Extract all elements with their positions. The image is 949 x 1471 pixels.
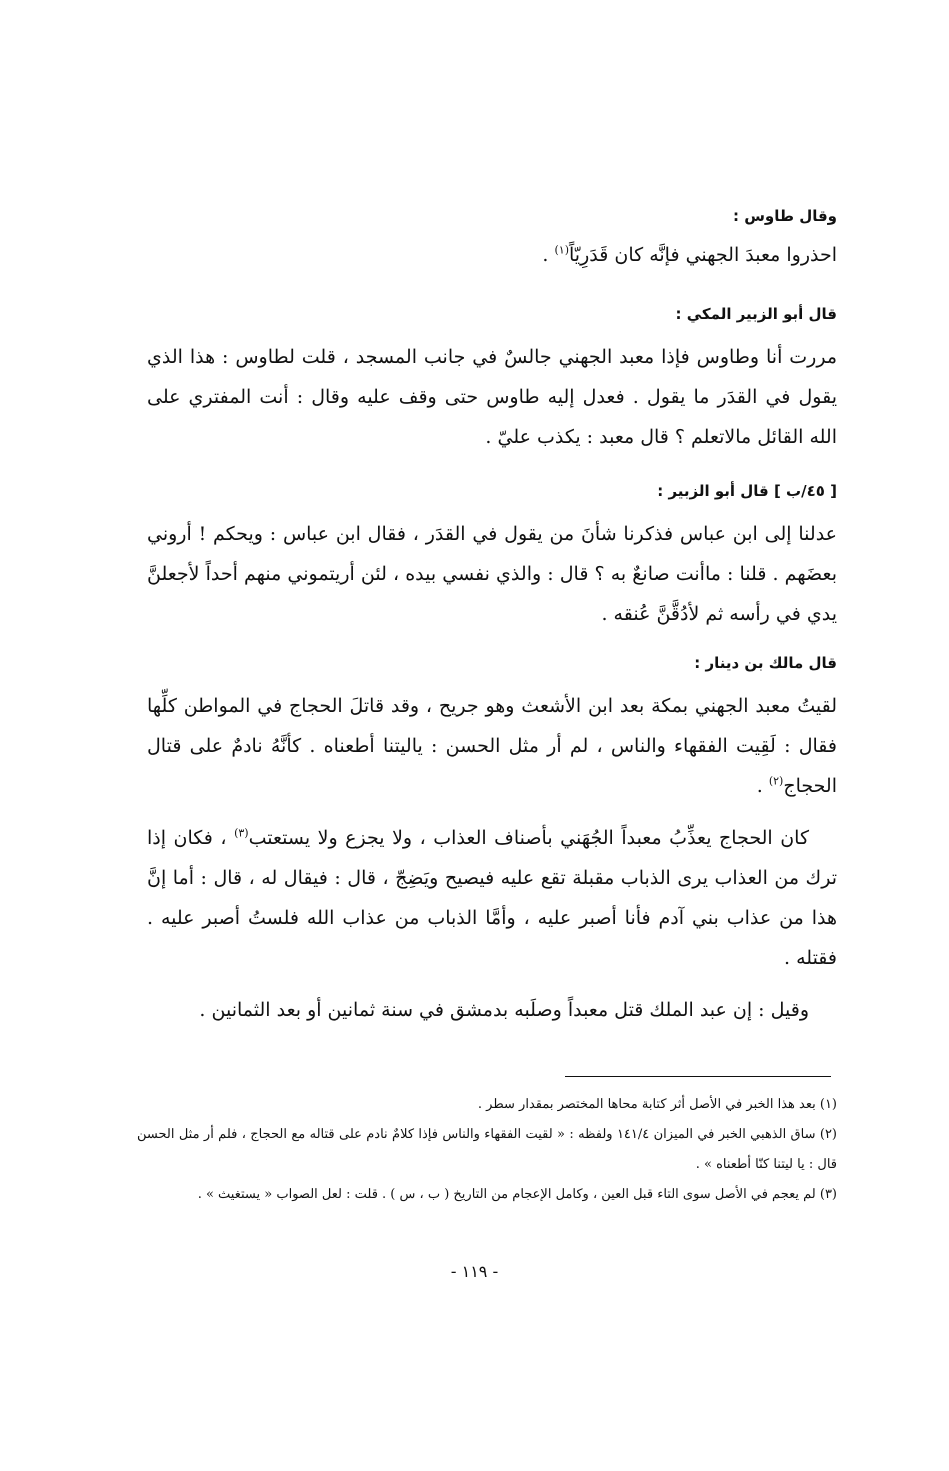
section-heading: قال أبو الزبير المكي : <box>675 305 837 323</box>
paragraph-tail: ، فكان إذا ترك من العذاب يرى الذباب مقبلة تقع عليه فيصيح ويَضِجّ ، قال : فيقال له ، قال : أما إنَّ هذا من عذاب بني آدم فأنا أصبر عليه ، وأمَّا الذباب من عذاب الله فلستُ أصبر عليه . فقتله . <box>147 827 837 969</box>
paragraph-tail: . <box>542 244 555 266</box>
paragraph <box>147 686 837 806</box>
footnote-marker: (٣) <box>234 826 249 840</box>
section-tawus <box>147 205 837 275</box>
section-heading: قال مالك بن دينار : <box>694 654 837 672</box>
footnote: (٢) ساق الذهبي الخبر في الميزان ١٤١/٤ ولفظه : « لقيت الفقهاء والناس فإذا كلامٌ نادم على قتاله مع الحجاج ، فلم أر مثل الحسن قال : يا ليتنا كنّا أطعناه » . <box>137 1127 837 1172</box>
section-malik-bin-dinar <box>147 652 837 1030</box>
page-number: - ١١٩ - <box>450 1262 499 1281</box>
paragraph <box>147 990 837 1030</box>
paragraph-text: كان الحجاج يعذِّبُ معبداً الجُهَني بأصناف العذاب ، ولا يجزع ولا يستعتب <box>248 827 809 849</box>
footnote: (٣) لم يعجم في الأصل سوى التاء قبل العين ، وكامل الإعجام من التاريخ ( ب ، س ) . قلت : لعل الصواب « يستغيث » . <box>197 1187 837 1202</box>
section-abu-zubair <box>147 480 837 634</box>
section-abu-zubair-makki <box>147 303 837 457</box>
footnote-divider <box>565 1076 831 1077</box>
paragraph <box>147 818 837 978</box>
paragraph-text: عدلنا إلى ابن عباس فذكرنا شأنَ من يقول في القدَر ، فقال ابن عباس : ويحكم ! أروني بعضَهم . قلنا : ماأنت صانعٌ به ؟ قال : والذي نفسي بيده ، لئن أريتموني منهم أحداً لأجعلنَّ يدي في رأسه ثم لأدُقَّنَّ عُنقه . <box>147 523 837 625</box>
footnote-marker: (٢) <box>768 774 784 788</box>
footnotes <box>137 1090 837 1210</box>
footnote: (١) بعد هذا الخبر في الأصل أثر كتابة محاها المختصر بمقدار سطر . <box>477 1097 837 1112</box>
paragraph-text: مررت أنا وطاوس فإذا معبد الجهني جالسٌ في جانب المسجد ، قلت لطاوس : هذا الذي يقول في القدَر ما يقول . فعدل إليه طاوس حتى وقف عليه وقال : أنت المفتري على الله القائل مالاتعلم ؟ قال معبد : يكذب عليّ . <box>147 346 837 448</box>
paragraph-text: احذروا معبدَ الجهني فإنَّه كان قَدَرِيّاً <box>569 244 837 266</box>
paragraph <box>147 337 837 457</box>
section-heading: [ ٤٥/ب ] قال أبو الزبير : <box>657 482 837 500</box>
paragraph <box>147 514 837 634</box>
paragraph-tail: . <box>756 775 769 797</box>
footnote-marker: (١) <box>554 243 570 257</box>
paragraph-text: وقيل : إن عبد الملك قتل معبداً وصلَبه بدمشق في سنة ثمانين أو بعد الثمانين . <box>199 999 809 1021</box>
section-heading: وقال طاوس : <box>732 207 837 225</box>
paragraph-text: لقيتُ معبد الجهني بمكة بعد ابن الأشعث وهو جريح ، وقد قاتلَ الحجاج في المواطن كلِّها فقال : لَقِيت الفقهاء والناس ، لم أر مثل الحسن : ياليتنا أطعناه . كأنَّهُ نادمٌ على قتال الحجاج <box>147 695 837 797</box>
paragraph <box>147 235 837 275</box>
